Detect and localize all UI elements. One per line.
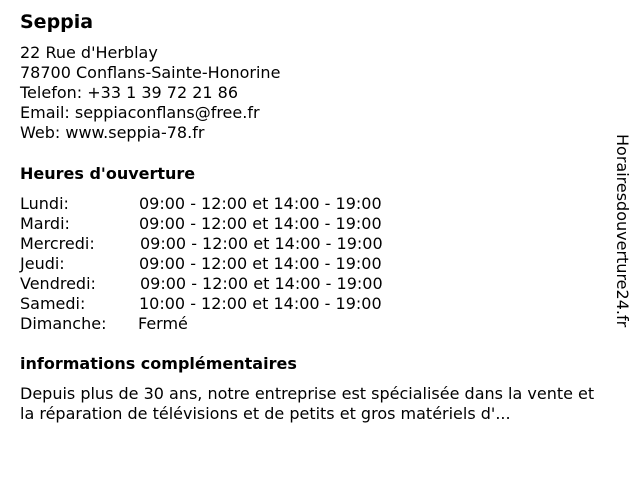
hours-value: Fermé [138,314,188,333]
day-label: Mardi: [20,214,70,233]
day-label: Jeudi: [20,254,65,273]
hours-row-thursday [20,254,450,274]
day-label: Samedi: [20,294,86,313]
day-label: Vendredi: [20,274,96,293]
hours-value: 09:00 - 12:00 et 14:00 - 19:00 [139,254,382,273]
hours-row-friday [20,274,450,294]
site-watermark-label: Horairesdouverture24.fr [613,134,632,328]
day-label: Mercredi: [20,234,95,253]
day-label: Dimanche: [20,314,107,333]
hours-value: 09:00 - 12:00 et 14:00 - 19:00 [139,194,382,213]
business-description: Depuis plus de 30 ans, notre entreprise est spécialisée dans la vente et la réparation de télévisions et de petits et gros matériels d'... [20,384,595,423]
phone-number[interactable]: Telefon: +33 1 39 72 21 86 [20,83,239,102]
opening-hours-table [20,194,450,334]
hours-row-sunday [20,314,450,334]
hours-value: 10:00 - 12:00 et 14:00 - 19:00 [139,294,382,313]
address-city: 78700 Conflans-Sainte-Honorine [20,63,281,82]
hours-row-wednesday [20,234,450,254]
hours-value: 09:00 - 12:00 et 14:00 - 19:00 [140,274,383,293]
address-street: 22 Rue d'Herblay [20,43,158,62]
contact-block [20,43,280,143]
day-label: Lundi: [20,194,69,213]
opening-hours-heading: Heures d'ouverture [20,164,196,183]
hours-value: 09:00 - 12:00 et 14:00 - 19:00 [140,234,383,253]
email-address[interactable]: Email: seppiaconflans@free.fr [20,103,260,122]
hours-row-saturday [20,294,450,314]
website-link[interactable]: Web: www.seppia-78.fr [20,123,205,142]
additional-info-heading: informations complémentaires [20,354,297,373]
hours-row-monday [20,194,450,214]
business-name: Seppia [20,11,94,33]
hours-row-tuesday [20,214,450,234]
hours-value: 09:00 - 12:00 et 14:00 - 19:00 [139,214,382,233]
